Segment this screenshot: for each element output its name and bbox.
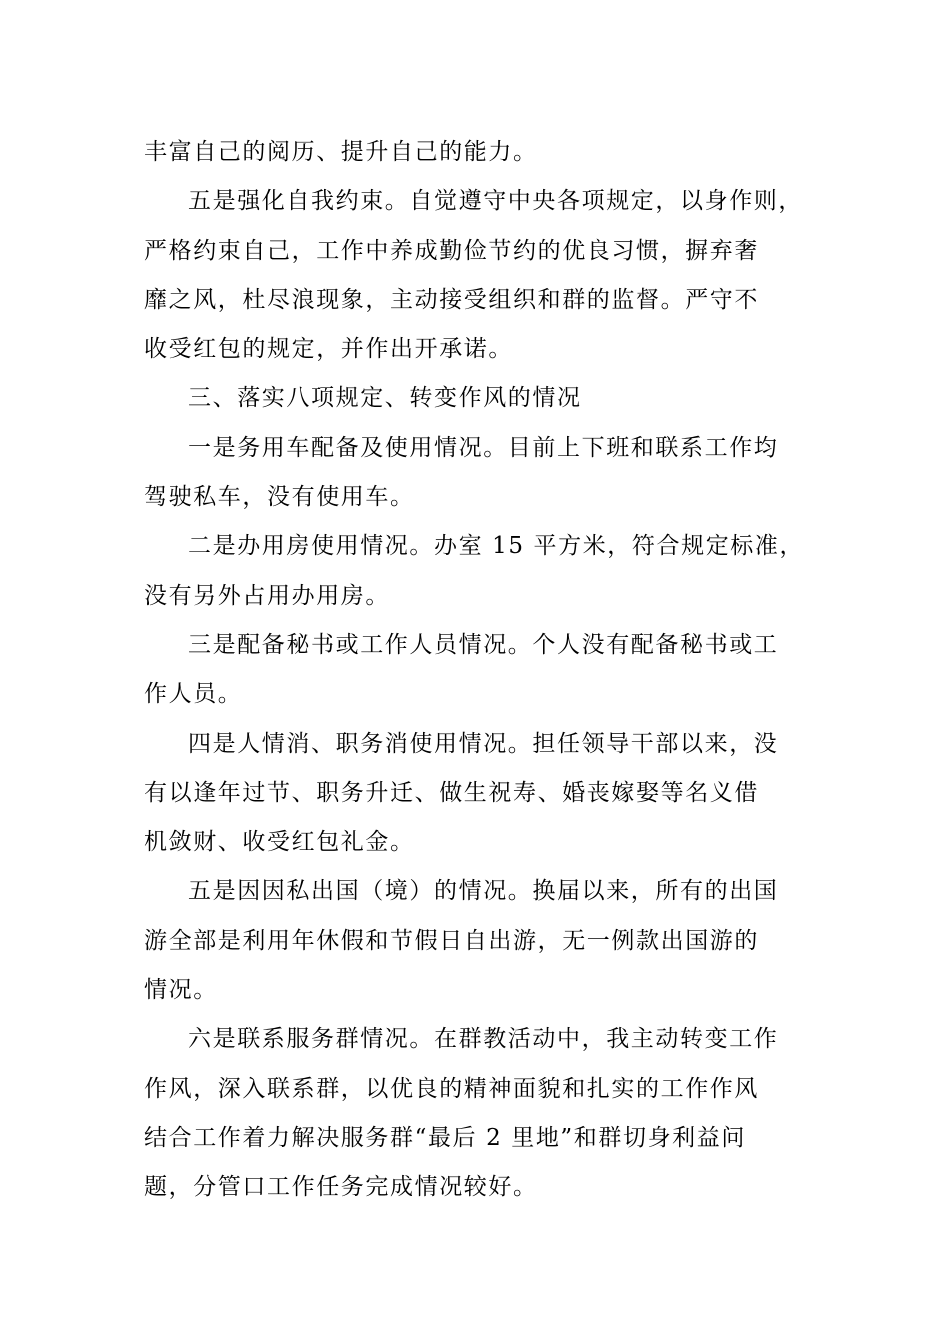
paragraph-3 bbox=[144, 424, 824, 523]
text-line: 驾驶私车，没有使用车。 bbox=[144, 484, 415, 511]
paragraph-6 bbox=[144, 720, 824, 868]
text-line: 严格约束自己，工作中养成勤俭节约的优良习惯，摒弃奢 bbox=[144, 237, 759, 264]
heading-line: 三、落实八项规定、转变作风的情况 bbox=[188, 385, 582, 412]
text-line: 靡之风，杜尽浪现象，主动接受组织和群的监督。严守不 bbox=[144, 286, 759, 313]
document-body bbox=[144, 128, 824, 1213]
text-line: 游全部是利用年休假和节假日自出游，无一例款出国游的 bbox=[144, 927, 759, 954]
text-line: 五是强化自我约束。自觉遵守中央各项规定，以身作则， bbox=[188, 188, 803, 215]
text-line: 题，分管口工作任务完成情况较好。 bbox=[144, 1174, 538, 1201]
text-line: 机敛财、收受红包礼金。 bbox=[144, 829, 415, 856]
text-line: 二是办用房使用情况。办室 15 平方米，符合规定标准， bbox=[188, 533, 805, 560]
text-line: 情况。 bbox=[144, 977, 218, 1004]
paragraph-4 bbox=[144, 522, 824, 621]
paragraph-1 bbox=[144, 128, 824, 177]
text-line: 有以逢年过节、职务升迁、做生祝寿、婚丧嫁娶等名义借 bbox=[144, 779, 759, 806]
text-line: 作风，深入联系群，以优良的精神面貌和扎实的工作作风 bbox=[144, 1075, 759, 1102]
text-line: 结合工作着力解决服务群“最后 2 里地”和群切身利益问 bbox=[144, 1124, 746, 1151]
text-line: 四是人情消、职务消使用情况。担任领导干部以来，没 bbox=[188, 730, 779, 757]
paragraph-5 bbox=[144, 621, 824, 720]
text-line: 作人员。 bbox=[144, 681, 243, 708]
paragraph-7 bbox=[144, 867, 824, 1015]
text-line: 三是配备秘书或工作人员情况。个人没有配备秘书或工 bbox=[188, 631, 779, 658]
text-line: 没有另外占用办用房。 bbox=[144, 582, 390, 609]
section-heading bbox=[144, 374, 824, 423]
text-line: 五是因因私出国（境）的情况。换届以来，所有的出国 bbox=[188, 878, 779, 905]
text-line: 一是务用车配备及使用情况。目前上下班和联系工作均 bbox=[188, 434, 779, 461]
paragraph-8 bbox=[144, 1015, 824, 1212]
paragraph-2 bbox=[144, 177, 824, 374]
text-line: 丰富自己的阅历、提升自己的能力。 bbox=[144, 139, 538, 165]
text-line: 收受红包的规定，并作出开承诺。 bbox=[144, 336, 513, 363]
text-line: 六是联系服务群情况。在群教活动中，我主动转变工作 bbox=[188, 1026, 779, 1053]
